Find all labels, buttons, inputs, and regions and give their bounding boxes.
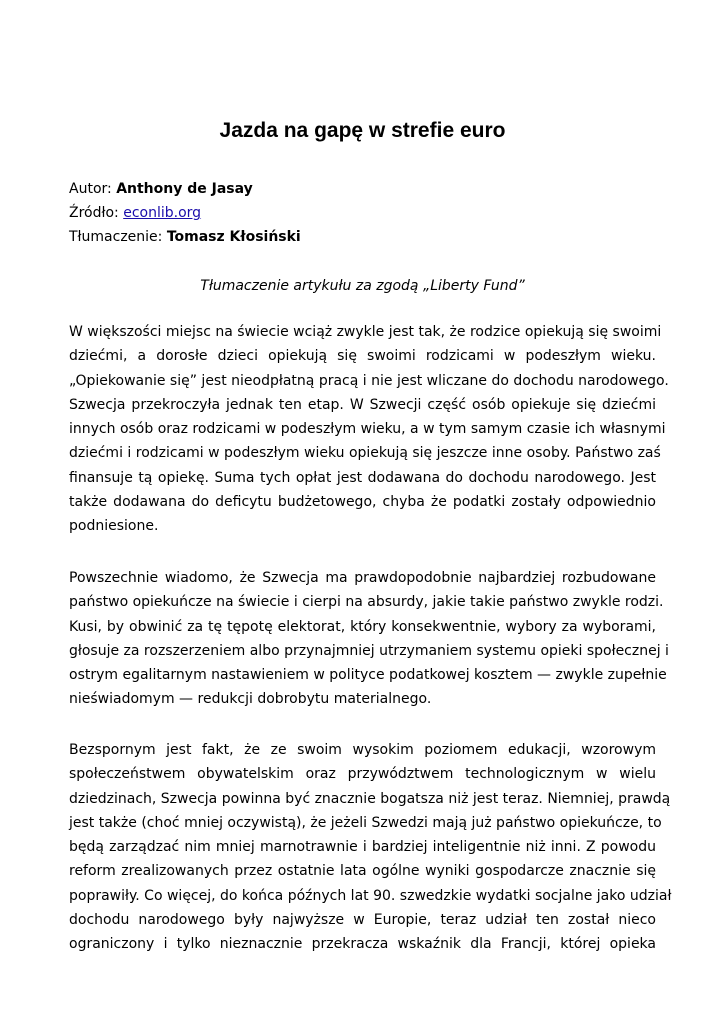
author-label: Autor:	[69, 181, 117, 197]
paragraph-line: ostrym egalitarnym nastawieniem w polityce podatkowej kosztem — zwykle zupełnie	[69, 667, 667, 684]
translator-name: Tomasz Kłosiński	[166, 229, 301, 245]
paragraph-line: dziećmi, a dorosłe dzieci opiekują się swoimi rodzicami w podeszłym wieku.	[69, 348, 656, 365]
paragraph-line: innych osób oraz rodzicami w podeszłym wieku, a w tym samym czasie ich własnymi	[69, 421, 666, 438]
paragraph-line: Szwecja przekroczyła jednak ten etap. W Szwecji część osób opiekuje się dziećmi	[69, 396, 656, 413]
paragraph-line: finansuje tą opiekę. Suma tych opłat jest dodawana do dochodu narodowego. Jest	[69, 469, 656, 486]
source-label: Źródło:	[69, 205, 124, 221]
source-line	[69, 203, 201, 223]
paragraph	[69, 566, 669, 712]
paragraph-line: podniesione.	[69, 518, 159, 535]
paragraph-line: Kusi, by obwinić za tę tępotę elektorat, który konsekwentnie, wybory za wyborami,	[69, 618, 656, 635]
paragraph-line: państwo opiekuńcze na świecie i cierpi na absurdy, jakie takie państwo zwykle rodzi.	[69, 594, 664, 611]
translator-label: Tłumaczenie:	[69, 229, 167, 245]
paragraph-line: „Opiekowanie się” jest nieodpłatną pracą i nie jest wliczane do dochodu narodowego.	[69, 372, 669, 389]
paragraph-line: głosuje za rozszerzeniem albo przynajmniej utrzymaniem systemu opieki społecznej i	[69, 642, 669, 659]
paragraph-line: poprawiły. Co więcej, do końca późnych lat 90. szwedzkie wydatki socjalne jako udział	[69, 887, 672, 904]
paragraph-line: nieświadomym — redukcji dobrobytu materialnego.	[69, 691, 432, 708]
paragraph-line: reform zrealizowanych przez ostatnie lata ogólne wyniki gospodarcze znacznie się	[69, 863, 656, 880]
paragraph-line: jest także (choć mniej oczywistą), że jeżeli Szwedzi mają już państwo opiekuńcze, to	[69, 814, 662, 831]
paragraph-line: także dodawana do deficytu budżetowego, chyba że podatki zostały odpowiednio	[69, 494, 656, 511]
source-link[interactable]: econlib.org	[123, 205, 202, 221]
paragraph-line: dochodu narodowego były najwyższe w Europie, teraz udział ten został nieco	[69, 912, 656, 929]
translation-note: Tłumaczenie artykułu za zgodą „Liberty Fund”	[200, 278, 525, 294]
paragraph	[69, 738, 672, 957]
paragraph	[69, 320, 669, 539]
translator-line	[69, 227, 301, 247]
paragraph-line: ograniczony i tylko nieznacznie przekracza wskaźnik dla Francji, której opieka	[69, 936, 656, 953]
document-title: Jazda na gapę w strefie euro	[219, 119, 506, 142]
paragraph-line: W większości miejsc na świecie wciąż zwykle jest tak, że rodzice opiekują się swoimi	[69, 324, 662, 340]
paragraph-line: dziedzinach, Szwecja powinna być znacznie bogatsza niż jest teraz. Niemniej, prawdą	[69, 790, 671, 807]
paragraph-line: dziećmi i rodzicami w podeszłym wieku opiekują się jeszcze inne osoby. Państwo zaś	[69, 445, 661, 462]
author-line	[69, 179, 253, 199]
paragraph-line: będą zarządzać nim mniej marnotrawnie i bardziej inteligentnie niż inni. Z powodu	[69, 839, 656, 856]
paragraph-line: Powszechnie wiadomo, że Szwecja ma prawdopodobnie najbardziej rozbudowane	[69, 570, 656, 586]
paragraph-line: społeczeństwem obywatelskim oraz przywództwem technologicznym w wielu	[69, 766, 656, 783]
paragraph-line: Bezspornym jest fakt, że ze swoim wysokim poziomem edukacji, wzorowym	[69, 742, 656, 758]
author-name: Anthony de Jasay	[116, 181, 253, 197]
